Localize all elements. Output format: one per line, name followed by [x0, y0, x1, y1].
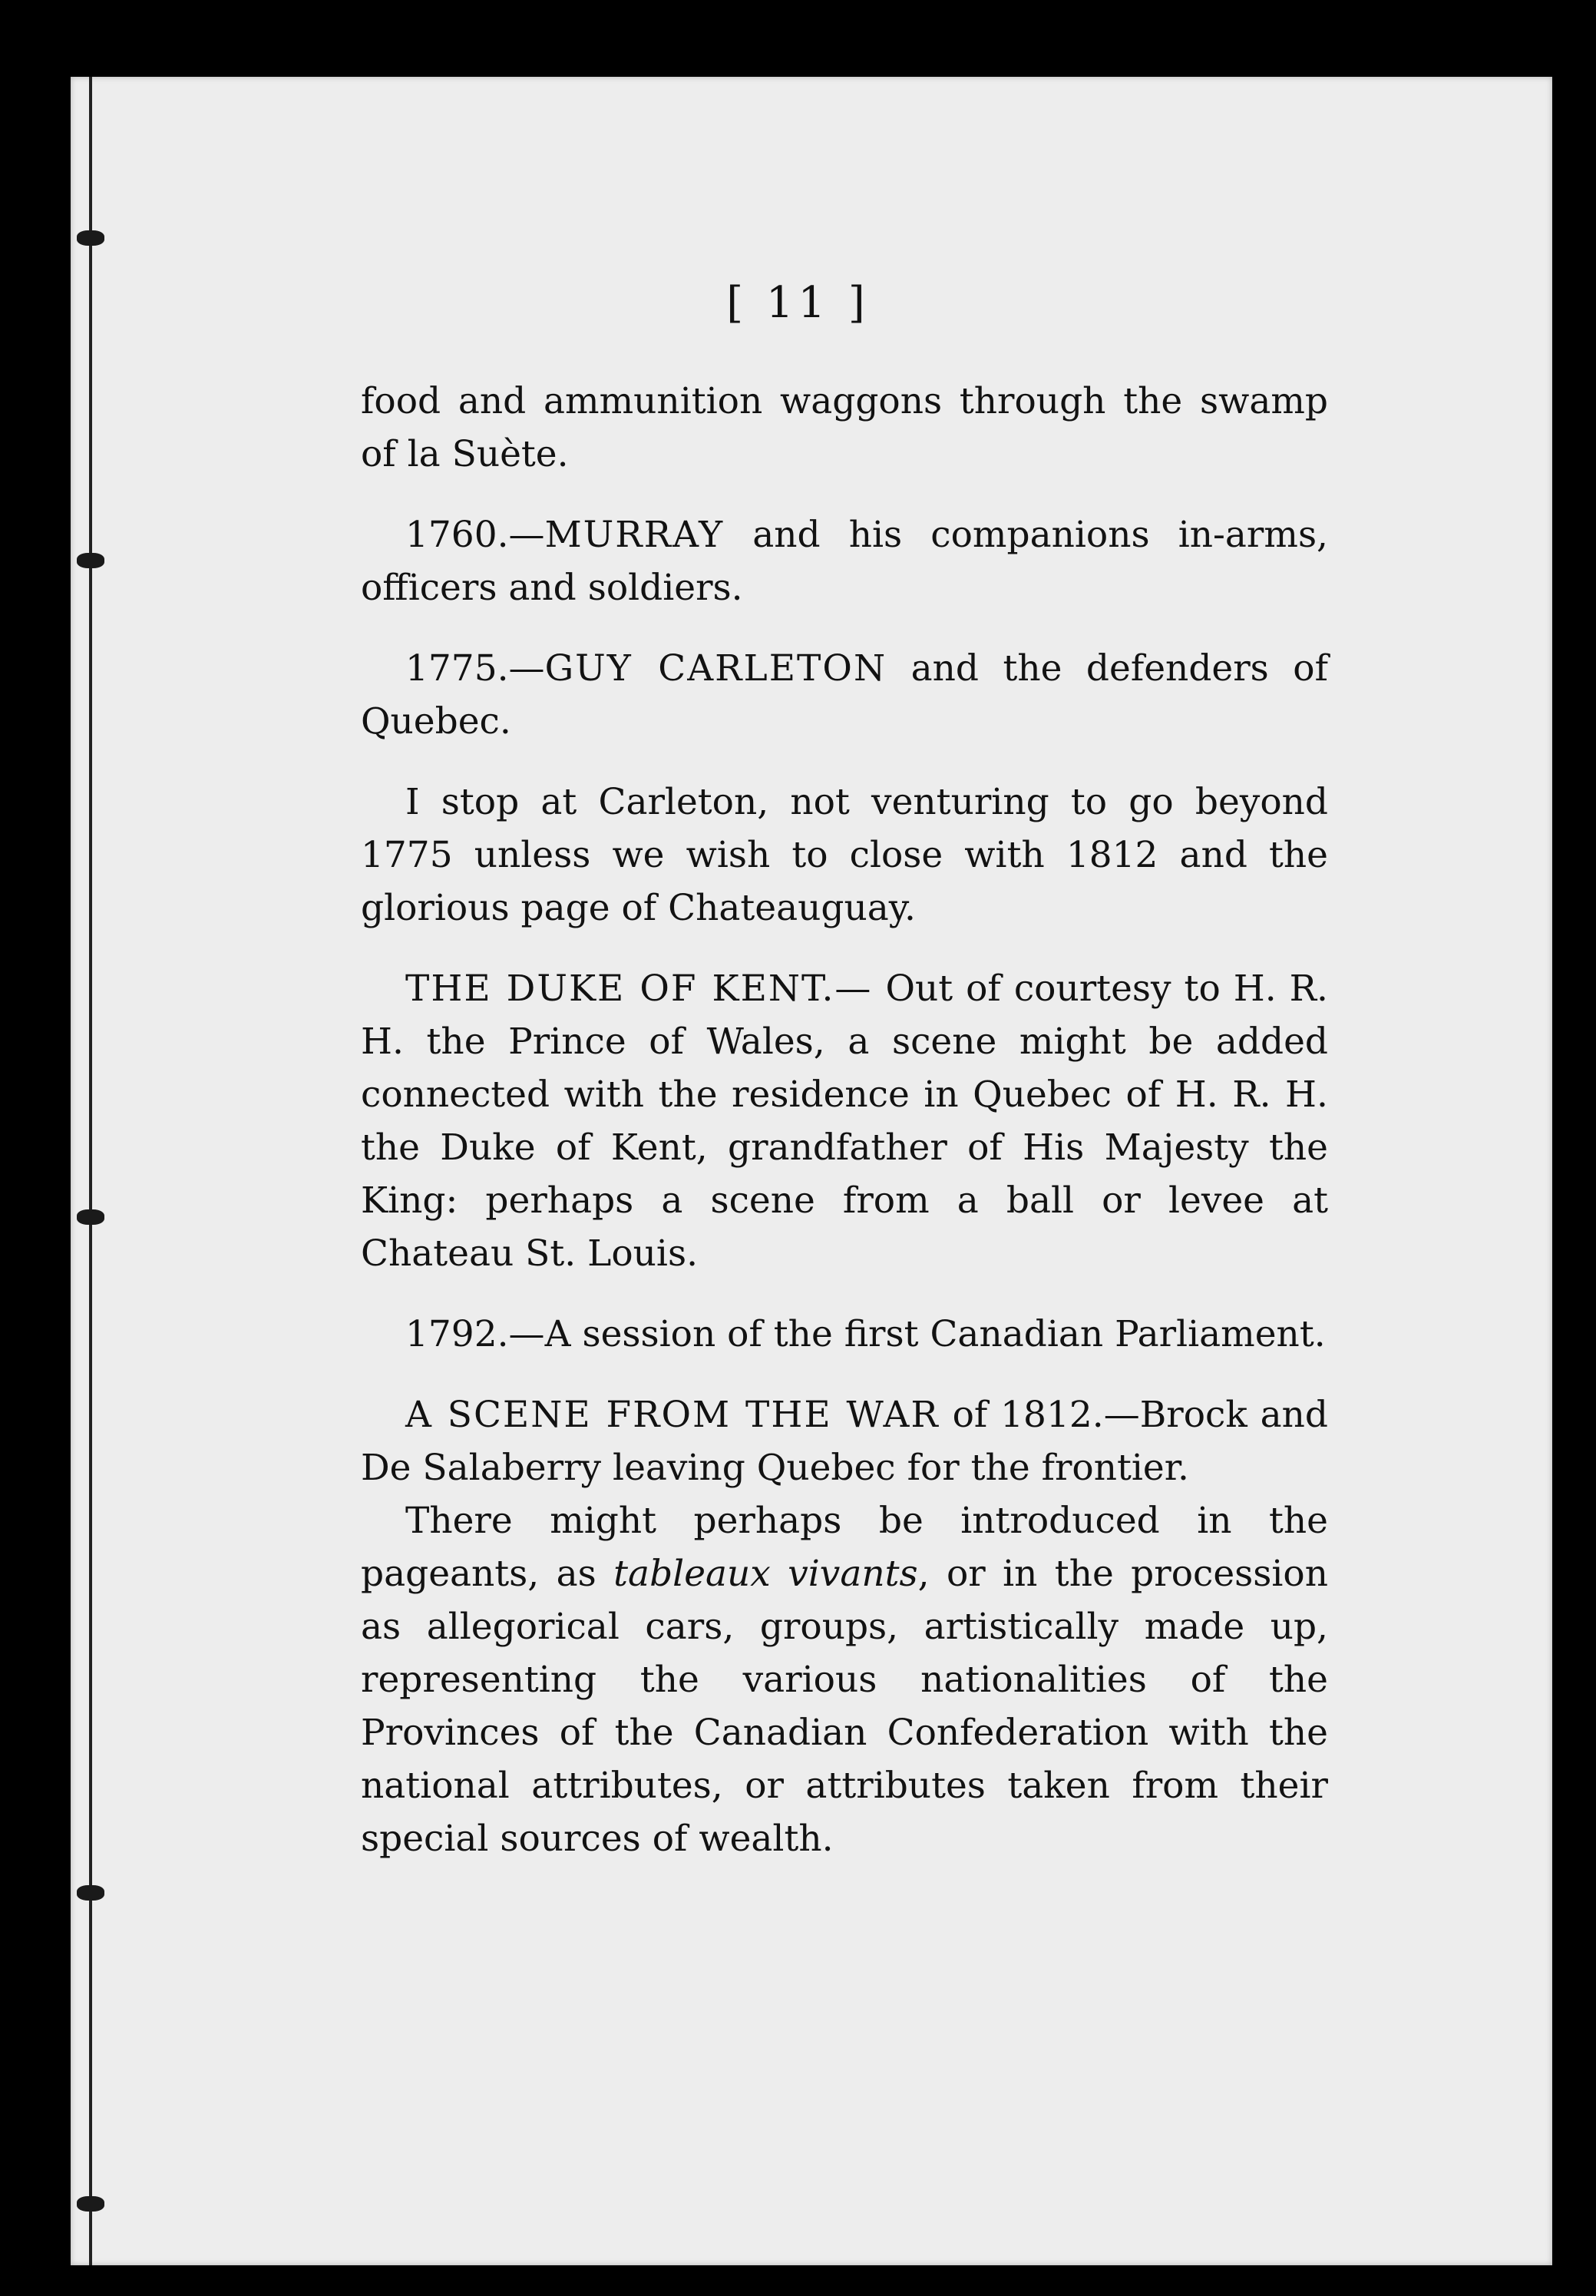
binding-stitch: [77, 1885, 104, 1901]
paragraph-1792: 1792.—A session of the first Canadian Parliament.: [405, 1313, 1326, 1355]
page-body: [361, 375, 1328, 1893]
paragraph-1760: 1760.—MURRAY and his companions in-arms, officers and soldiers.: [361, 514, 1328, 609]
binding-thread: [89, 77, 92, 2265]
paragraph-pageants: There might perhaps be introduced in the pageants, as tableaux vivants, or in the procession as allegorical cars, groups, artistically made up, representing the various nationalities of the Provinces of the Canadian Confederation with the national attributes, or attributes taken from their special sources of wealth.: [361, 1500, 1328, 1860]
paragraph-war-of-1812: A SCENE FROM THE WAR of 1812.—Brock and De Salaberry leaving Quebec for the frontier.: [361, 1394, 1329, 1489]
paragraph-carleton: I stop at Carleton, not venturing to go beyond 1775 unless we wish to close with 1812 and the glorious page of Chateauguay.: [361, 781, 1328, 929]
page-number: [ 11 ]: [726, 278, 870, 328]
binding-stitch: [77, 1209, 104, 1225]
paragraph-continuation: food and ammunition waggons through the swamp of la Suète.: [361, 380, 1328, 475]
binding-stitch: [77, 553, 104, 568]
binding-stitch: [77, 2196, 104, 2212]
binding-stitch: [77, 230, 104, 246]
paragraph-duke-of-kent: THE DUKE OF KENT.— Out of courtesy to H. R. H. the Prince of Wales, a scene might be added connected with the residence in Quebec of H. R. H. the Duke of Kent, grandfather of His Majesty the King: perhaps a scene from a ball or levee at Chateau St. Louis.: [361, 968, 1328, 1275]
paragraph-1775: 1775.—GUY CARLETON and the defenders of Quebec.: [361, 647, 1328, 743]
